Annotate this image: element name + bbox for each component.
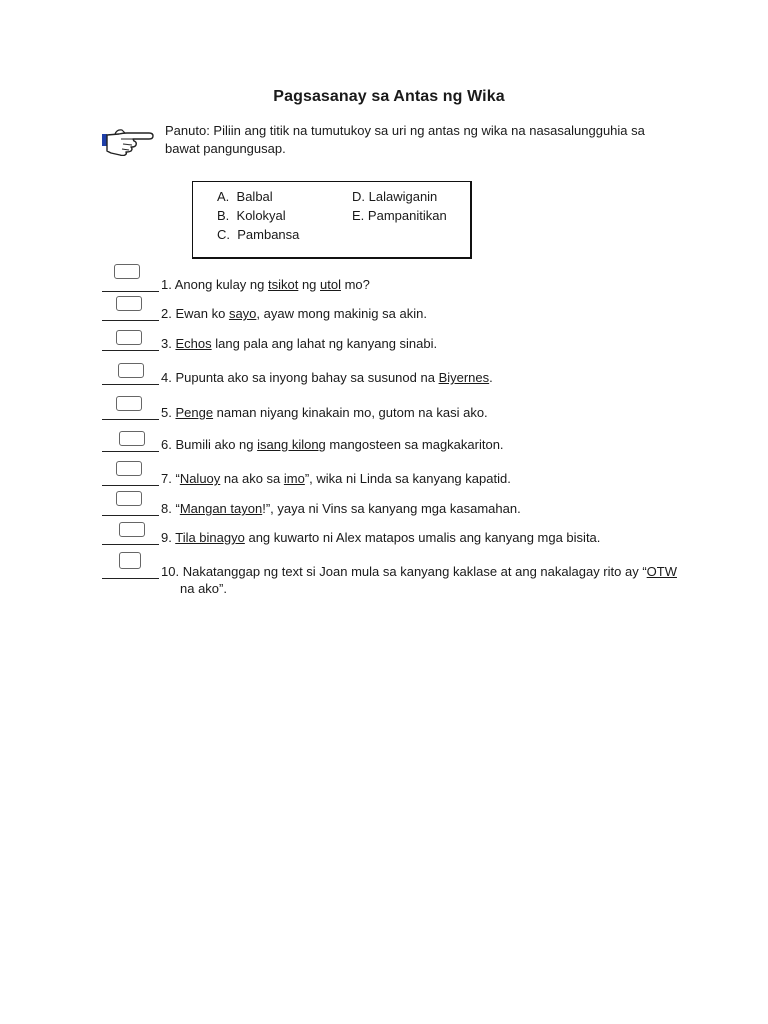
answer-blank[interactable] xyxy=(102,485,159,486)
question-text: 7. “Naluoy na ako sa imo”, wika ni Linda sa kanyang kapatid. xyxy=(161,471,511,486)
underlined-word: utol xyxy=(320,277,341,292)
answer-box[interactable] xyxy=(119,522,145,537)
choice-d: D. Lalawiganin xyxy=(352,189,438,204)
answer-choices-box xyxy=(192,181,472,259)
underlined-word: sayo xyxy=(228,306,257,321)
answer-box[interactable] xyxy=(116,396,142,411)
worksheet-title: Pagsasanay sa Antas ng Wika xyxy=(273,88,505,105)
answer-box[interactable] xyxy=(114,264,140,279)
underlined-word: tsikot xyxy=(267,277,299,292)
choice-b: B. Kolokyal xyxy=(217,208,286,223)
choice-e: E. Pampanitikan xyxy=(352,208,447,223)
choice-a: A. Balbal xyxy=(217,189,273,204)
underlined-word: OTW xyxy=(646,564,677,579)
answer-box[interactable] xyxy=(119,552,141,569)
question-text: 2. Ewan ko sayo, ayaw mong makinig sa akin. xyxy=(161,306,427,321)
answer-blank[interactable] xyxy=(102,291,159,292)
question-text-continuation: na ako”. xyxy=(180,581,227,596)
answer-box[interactable] xyxy=(116,330,142,345)
question-text: 6. Bumili ako ng isang kilong mangosteen sa magkakariton. xyxy=(161,437,504,452)
answer-blank[interactable] xyxy=(102,350,159,351)
instruction-line-2: bawat pangungusap. xyxy=(165,141,286,156)
underlined-word: Penge xyxy=(175,405,214,420)
question-text: 1. Anong kulay ng tsikot ng utol mo? xyxy=(161,277,370,292)
question-text: 4. Pupunta ako sa inyong bahay sa susunod na Biyernes. xyxy=(161,370,493,385)
underlined-word: isang kilong xyxy=(257,437,326,452)
question-text: 9. Tila binagyo ang kuwarto ni Alex matapos umalis ang kanyang mga bisita. xyxy=(161,530,601,545)
underlined-word: Echos xyxy=(175,336,212,351)
question-text: 8. “Mangan tayon!”, yaya ni Vins sa kanyang mga kasamahan. xyxy=(161,501,521,516)
underlined-word: imo xyxy=(283,471,305,486)
choice-c: C. Pambansa xyxy=(217,227,300,242)
answer-box[interactable] xyxy=(119,431,145,446)
question-text: 3. Echos lang pala ang lahat ng kanyang sinabi. xyxy=(161,336,438,351)
answer-blank[interactable] xyxy=(102,320,159,321)
answer-blank[interactable] xyxy=(102,544,159,545)
answer-blank[interactable] xyxy=(102,578,159,579)
answer-blank[interactable] xyxy=(102,515,159,516)
pointing-hand-icon xyxy=(101,124,155,156)
instruction-line-1: Panuto: Piliin ang titik na tumutukoy sa uri ng antas ng wika na nasasalungguhia sa xyxy=(165,123,645,138)
underlined-word: Biyernes xyxy=(438,370,490,385)
answer-blank[interactable] xyxy=(102,451,159,452)
answer-box[interactable] xyxy=(116,461,142,476)
question-text: 10. Nakatanggap ng text si Joan mula sa kanyang kaklase at ang nakalagay rito ay “OTW xyxy=(161,564,677,579)
answer-box[interactable] xyxy=(116,296,142,311)
answer-blank[interactable] xyxy=(102,384,159,385)
question-text: 5. Penge naman niyang kinakain mo, gutom na kasi ako. xyxy=(161,405,488,420)
underlined-word: Mangan tayon xyxy=(179,501,263,516)
instruction-text xyxy=(165,122,655,158)
answer-blank[interactable] xyxy=(102,419,159,420)
underlined-word: Naluoy xyxy=(179,471,221,486)
underlined-word: Tila binagyo xyxy=(175,530,245,545)
answer-box[interactable] xyxy=(118,363,144,378)
answer-box[interactable] xyxy=(116,491,142,506)
